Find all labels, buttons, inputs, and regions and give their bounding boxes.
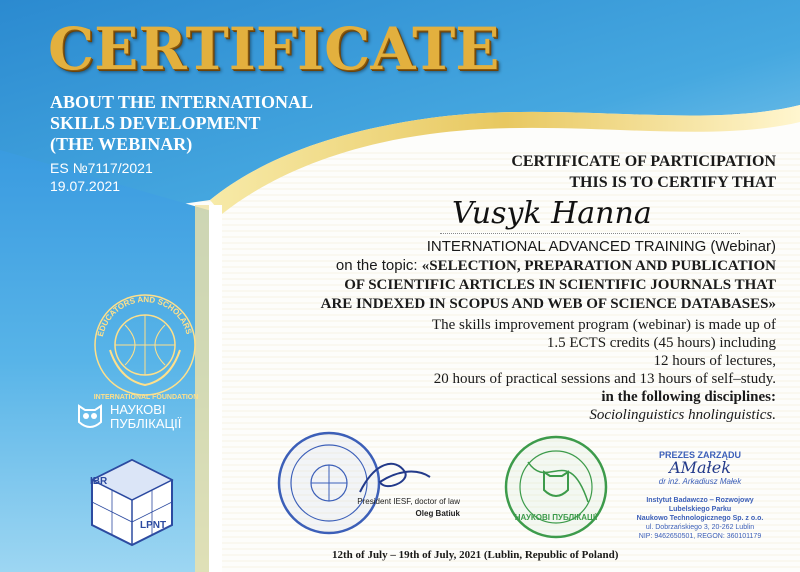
topic-line-3: ARE INDEXED IN SCOPUS AND WEB OF SCIENCE DATABASES»	[320, 296, 776, 312]
institute-stamp	[622, 496, 778, 541]
owl-icon	[76, 402, 104, 432]
participation-heading: CERTIFICATE OF PARTICIPATION	[511, 153, 776, 170]
certificate-subtitle	[50, 92, 370, 155]
president-title: President IESF, doctor of law	[357, 497, 460, 506]
ibr-cube-icon	[82, 450, 182, 550]
certificate-number-block	[50, 159, 153, 195]
topic-prefix: on the topic:	[335, 257, 422, 274]
topic-line-1	[336, 257, 776, 275]
certificate-title: CERTIFICATE	[48, 15, 500, 83]
prezes-block	[620, 450, 780, 486]
certificate-date: 19.07.2021	[50, 178, 121, 194]
name-underline	[440, 233, 740, 234]
institute-line: Instytut Badawczo ‒ Rozwojowy	[646, 497, 754, 504]
training-type: INTERNATIONAL ADVANCED TRAINING (Webinar)	[426, 238, 776, 255]
ibr-logo	[82, 450, 182, 550]
prezes-title: PREZES ZARZĄDU	[658, 450, 741, 460]
certificate-number: ES №7117/2021	[50, 160, 153, 176]
program-line-2: 1.5 ECTS credits (45 hours) including	[546, 335, 776, 351]
topic-line-2: OF SCIENTIFIC ARTICLES IN SCIENTIFIC JOURNALS THAT	[344, 277, 776, 293]
president-signature	[355, 452, 435, 502]
prezes-signature: AMałek	[669, 458, 731, 477]
topic-text-1: «SELECTION, PREPARATION AND PUBLICATION	[421, 258, 776, 274]
event-dates: 12th of July ‒ 19th of July, 2021 (Lublin, Republic of Poland)	[332, 549, 619, 561]
subtitle-line: ABOUT THE INTERNATIONAL	[50, 92, 314, 112]
institute-line: Lubelskiego Parku	[668, 506, 732, 513]
institute-line: Naukowo Technologicznego Sp. z o.o.	[636, 515, 764, 522]
ibr-abbr: IBR	[90, 476, 108, 487]
subtitle-line: SKILLS DEVELOPMENT	[50, 113, 261, 133]
subtitle-line: (THE WEBINAR)	[50, 134, 193, 154]
publications-line-2: ПУБЛІКАЦІЇ	[110, 416, 182, 431]
green-stamp	[498, 432, 614, 542]
foundation-caption: INTERNATIONAL FOUNDATION	[93, 394, 199, 401]
foundation-ring-text: EDUCATORS AND SCHOLARS	[95, 294, 194, 338]
institute-line: ul. Dobrzańskiego 3, 20-262 Lublin	[645, 524, 755, 531]
publications-line-1: НАУКОВІ	[110, 402, 166, 417]
participation-certify: THIS IS TO CERTIFY THAT	[569, 174, 776, 191]
foundation-logo	[90, 290, 200, 400]
prezes-name: dr inż. Arkadiusz Małek	[658, 477, 742, 486]
recipient-name: Vusyk Hanna	[452, 196, 652, 231]
institute-line: NIP: 9462650501, REGON: 360101179	[638, 533, 762, 540]
president-name: Oleg Batiuk	[415, 509, 460, 518]
program-line-3: 12 hours of lectures,	[653, 353, 776, 369]
disciplines-value: Sociolinguistics hnolinguistics.	[589, 407, 776, 423]
program-line-4: 20 hours of practical sessions and 13 hours of self‒study.	[433, 371, 776, 387]
program-line-1: The skills improvement program (webinar) is made up of	[431, 317, 776, 333]
publications-logo	[76, 402, 181, 432]
president-block	[357, 497, 460, 518]
disciplines-label: in the following disciplines:	[601, 389, 776, 405]
green-stamp-text: НАУКОВІ ПУБЛІКАЦІЇ	[514, 513, 598, 522]
lpnt-abbr: LPNT	[140, 520, 167, 531]
